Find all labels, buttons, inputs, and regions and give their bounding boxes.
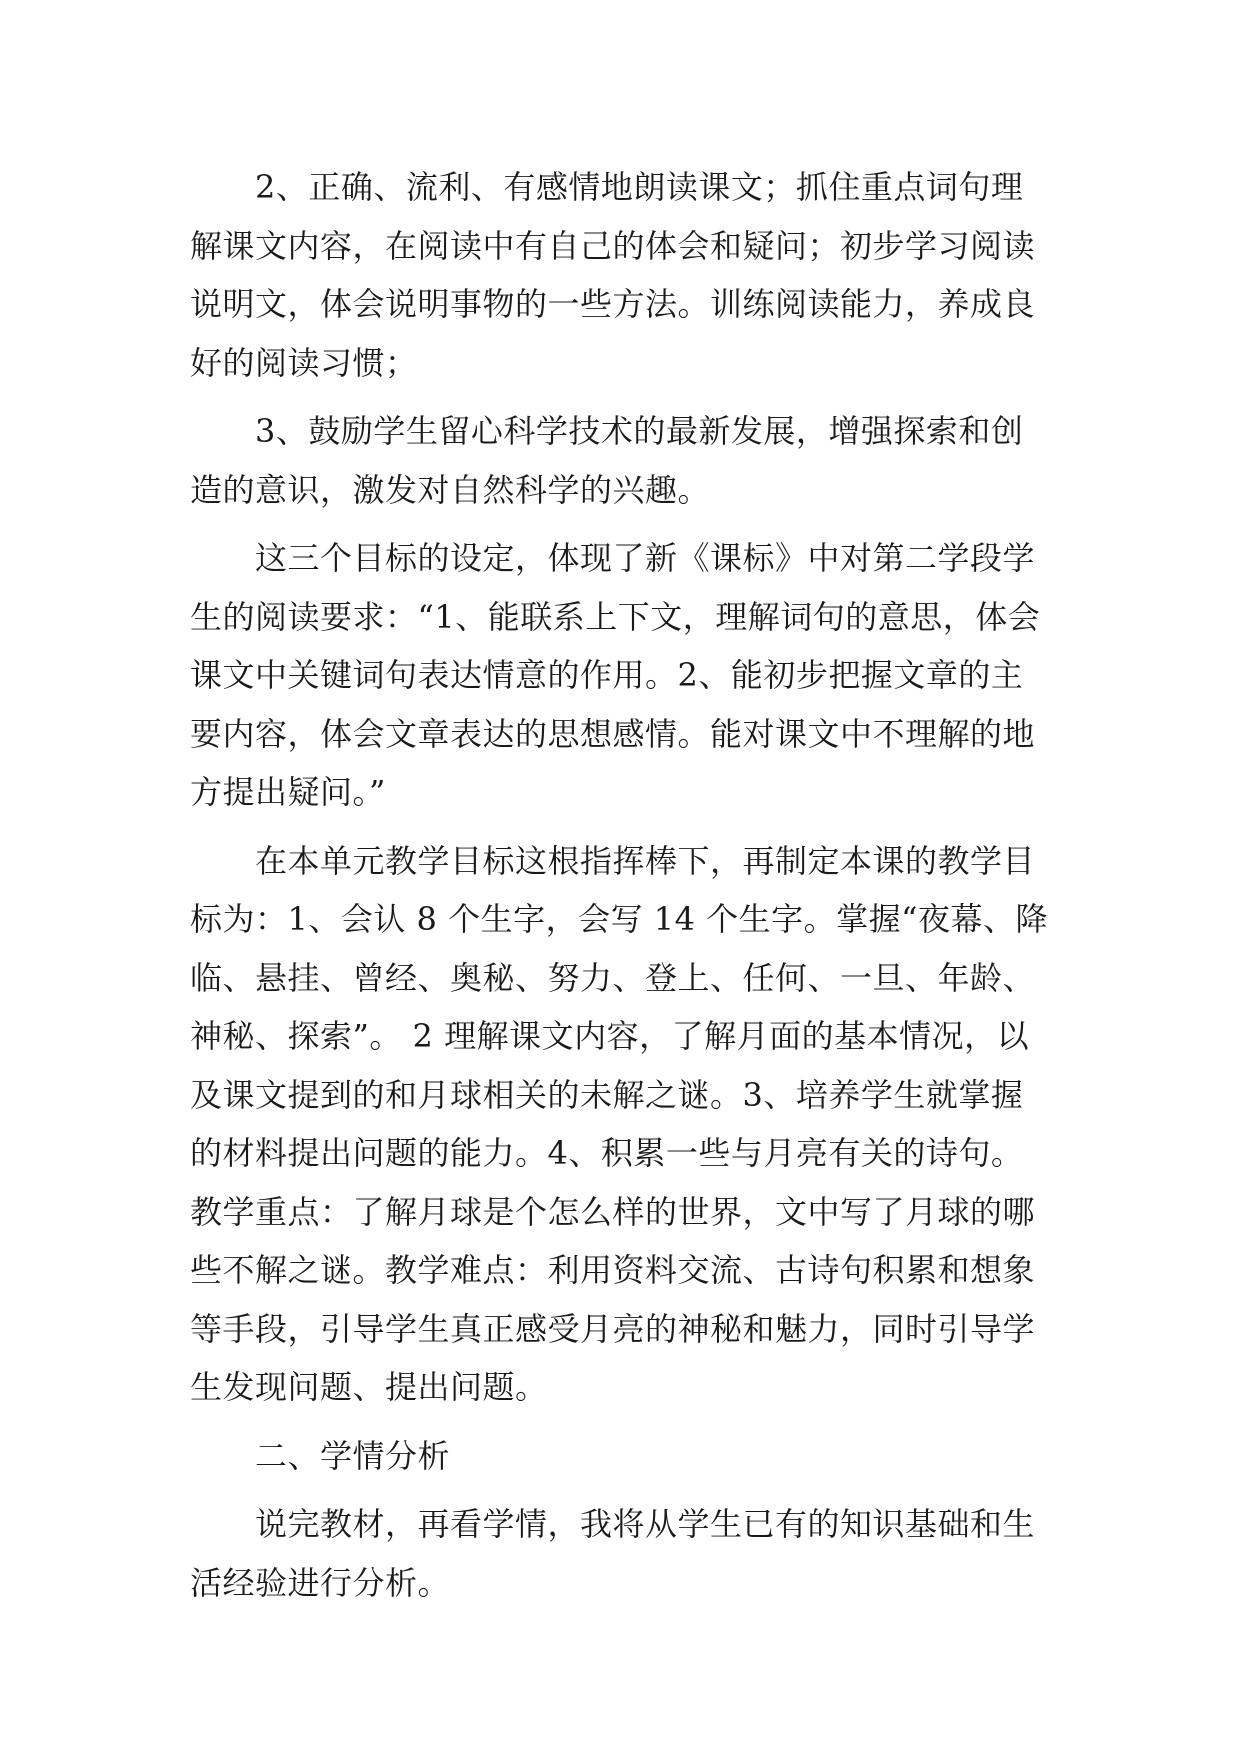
- text-line: 活经验进行分析。: [190, 1563, 451, 1602]
- text-line: 的材料提出问题的能力。4、积累一些与月亮有关的诗句。: [190, 1134, 1024, 1172]
- text-line: 2、正确、流利、有感情地朗读课文；抓住重点词句理: [190, 168, 1024, 206]
- text-line: 好的阅读习惯；: [190, 343, 418, 382]
- text-line: 教学重点：了解月球是个怎么样的世界，文中写了月球的哪: [190, 1192, 1036, 1231]
- text-line: 3、鼓励学生留心科学技术的最新发展，增强探索和创: [190, 412, 1024, 450]
- text-line: 要内容，体会文章表达的思想感情。能对课文中不理解的地: [190, 714, 1036, 753]
- text-line: 造的意识，激发对自然科学的兴趣。: [190, 470, 711, 509]
- document-body: [190, 158, 1050, 1612]
- paragraph-learning-analysis: [190, 1495, 1050, 1612]
- section-heading-learning-analysis: [190, 1427, 1050, 1486]
- paragraph-objective-3: [190, 402, 1050, 519]
- text-line: 神秘、探索”。 2 理解课文内容，了解月面的基本情况，以: [190, 1017, 1030, 1055]
- text-line: 解课文内容，在阅读中有自己的体会和疑问；初步学习阅读: [190, 226, 1036, 265]
- heading-line: 二、学情分析: [190, 1436, 451, 1475]
- text-line: 标为：1、会认 8 个生字，会写 14 个生字。掌握“夜幕、降: [190, 900, 1048, 938]
- text-line: 等手段，引导学生真正感受月亮的神秘和魅力，同时引导学: [190, 1309, 1036, 1348]
- text-line: 些不解之谜。教学难点：利用资料交流、古诗句积累和想象: [190, 1251, 1036, 1289]
- paragraph-objective-2: [190, 158, 1050, 392]
- text-line: 在本单元教学目标这根指挥棒下，再制定本课的教学目: [190, 841, 1036, 880]
- text-line: 说完教材，再看学情，我将从学生已有的知识基础和生: [190, 1505, 1036, 1543]
- text-line: 说明文，体会说明事物的一些方法。训练阅读能力，养成良: [190, 285, 1036, 323]
- text-line: 生的阅读要求：“1、能联系上下文，理解词句的意思，体会: [190, 597, 1041, 636]
- text-line: 临、悬挂、曾经、奥秘、努力、登上、任何、一旦、年龄、: [190, 958, 1036, 997]
- paragraph-curriculum-standard: [190, 529, 1050, 822]
- text-line: 课文中关键词句表达情意的作用。2、能初步把握文章的主: [190, 656, 1024, 694]
- text-line: 及课文提到的和月球相关的未解之谜。3、培养学生就掌握: [190, 1075, 1024, 1114]
- text-line: 生发现问题、提出问题。: [190, 1368, 548, 1406]
- text-line: 这三个目标的设定，体现了新《课标》中对第二学段学: [190, 539, 1036, 577]
- paragraph-lesson-objectives: [190, 832, 1050, 1417]
- text-line: 方提出疑问。”: [190, 773, 386, 811]
